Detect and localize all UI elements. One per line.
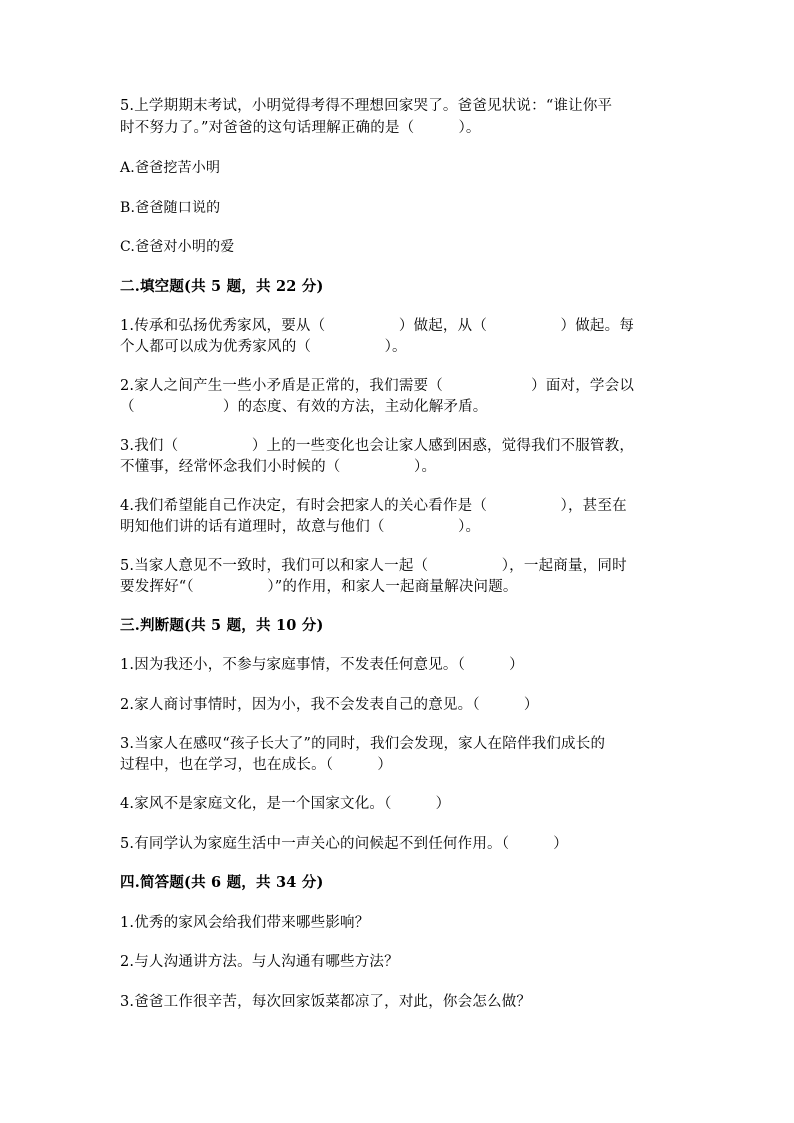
s3-q5: 5.有同学认为家庭生活中一声关心的问候起不到任何作用。（ ） <box>120 836 568 852</box>
s2-q5-line1: 5.当家人意见不一致时，我们可以和家人一起（ ），一起商量，同时 <box>120 558 627 574</box>
section4-heading: 四.简答题(共 6 题，共 34 分) <box>120 874 324 891</box>
s2-q2-line1: 2.家人之间产生一些小矛盾是正常的，我们需要（ ）面对，学会以 <box>120 378 635 394</box>
s4-q1: 1.优秀的家风会给我们带来哪些影响？ <box>120 915 370 931</box>
s4-q2: 2.与人沟通讲方法。与人沟通有哪些方法？ <box>120 954 399 970</box>
option-c: C.爸爸对小明的爱 <box>120 239 235 255</box>
s3-q2: 2.家人商讨事情时，因为小，我不会发表自己的意见。（ ） <box>120 697 539 713</box>
s3-q3-line2: 过程中，也在学习，也在成长。（ ） <box>120 757 393 773</box>
s2-q1-line1: 1.传承和弘扬优秀家风，要从（ ）做起，从（ ）做起。每 <box>120 318 635 334</box>
s2-q3-line2: 不懂事，经常怀念我们小时候的（ ）。 <box>120 459 437 475</box>
option-a: A.爸爸挖苦小明 <box>120 160 221 176</box>
s2-q2-line2: （ ）的态度、有效的方法，主动化解矛盾。 <box>120 399 488 415</box>
q5-choice-line1: 5.上学期期末考试，小明觉得考得不理想回家哭了。爸爸见状说：“谁让你平 <box>120 98 613 114</box>
s3-q3-line1: 3.当家人在感叹“孩子长大了”的同时，我们会发现，家人在陪伴我们成长的 <box>120 736 606 752</box>
s3-q1: 1.因为我还小，不参与家庭事情，不发表任何意见。（ ） <box>120 657 524 673</box>
s2-q4-line2: 明知他们讲的话有道理时，故意与他们（ ）。 <box>120 519 481 535</box>
option-b: B.爸爸随口说的 <box>120 200 221 216</box>
s2-q3-line1: 3.我们（ ）上的一些变化也会让家人感到困惑，觉得我们不服管教， <box>120 438 635 454</box>
q5-choice-line2: 时不努力了。”对爸爸的这句话理解正确的是（ ）。 <box>120 120 481 136</box>
section3-heading: 三.判断题(共 5 题，共 10 分) <box>120 617 324 634</box>
s2-q1-line2: 个人都可以成为优秀家风的（ ）。 <box>120 339 407 355</box>
s4-q3: 3.爸爸工作很辛苦，每次回家饭菜都凉了，对此，你会怎么做？ <box>120 994 532 1010</box>
s2-q4-line1: 4.我们希望能自己作决定，有时会把家人的关心看作是（ ），甚至在 <box>120 498 627 514</box>
s2-q5-line2: 要发挥好“（ ）”的作用，和家人一起商量解决问题。 <box>120 579 518 595</box>
s3-q4: 4.家风不是家庭文化，是一个国家文化。（ ） <box>120 796 451 812</box>
section2-heading: 二.填空题(共 5 题，共 22 分) <box>120 278 324 295</box>
